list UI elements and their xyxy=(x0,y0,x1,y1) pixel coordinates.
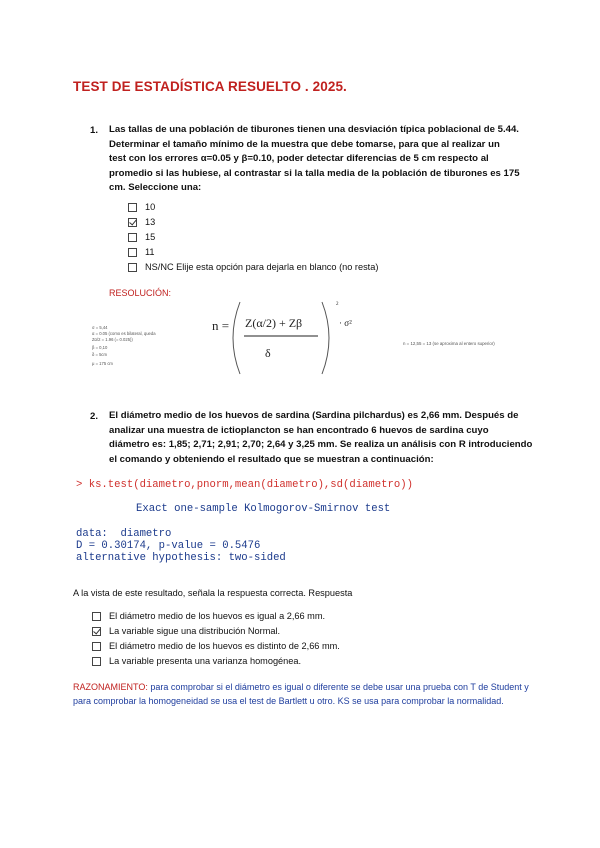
question-1-line: promedio si las hubiese, al contrastar si la talla media de la población de tiburones es 175 xyxy=(109,167,520,179)
q2-option-mean-different[interactable] xyxy=(92,641,340,651)
q1-option-label: 10 xyxy=(145,202,156,212)
q1-option-15-checkbox[interactable] xyxy=(128,233,137,242)
given-value: Zα/2 = 1.96 (= 0.025)) xyxy=(92,337,133,342)
given-value: δ = 5cm xyxy=(92,352,108,357)
question-1-line: Determinar el tamaño mínimo de la muestra que debe tomarse, para que al realizar un xyxy=(109,138,500,150)
formula-exponent: 2 xyxy=(336,302,339,307)
formula-sigma-squared: · σ² xyxy=(339,318,352,328)
given-value: σ = 5,44 xyxy=(92,325,108,330)
question-2-text xyxy=(109,409,532,467)
q1-option-nsnc-checkbox[interactable] xyxy=(128,263,137,272)
question-2-line: diámetro es: 1,85; 2,71; 2,91; 2,70; 2,64 y 3,25 mm. Se realiza un análisis con R introduciendo xyxy=(109,439,533,451)
r-alternative-line: alternative hypothesis: two-sided xyxy=(76,552,286,564)
r-data-line: data: diametro xyxy=(76,528,172,540)
r-test-heading: Exact one-sample Kolmogorov-Smirnov test xyxy=(136,503,391,515)
q2-option-homogeneous-variance[interactable] xyxy=(92,656,301,666)
result-note: n = 12,55 = 13 (se aproxima al entero superior) xyxy=(403,341,495,346)
q2-option-normal[interactable] xyxy=(92,626,280,636)
reasoning-label: RAZONAMIENTO: xyxy=(73,682,148,692)
q1-option-10-checkbox[interactable] xyxy=(128,203,137,212)
q2-option-label: El diámetro medio de los huevos es igual a 2,66 mm. xyxy=(109,611,326,621)
question-2-line: El diámetro medio de los huevos de sardina (Sardina pilchardus) es 2,66 mm. Después de xyxy=(109,410,519,421)
q1-option-13-checkbox[interactable] xyxy=(128,218,137,227)
question-2-line: el comando y obteniendo el resultado que se muestran a continuación: xyxy=(109,453,434,465)
q1-option-11-checkbox[interactable] xyxy=(128,248,137,257)
question-1-number: 1. xyxy=(90,125,99,136)
q2-option-label: El diámetro medio de los huevos es distinto de 2,66 mm. xyxy=(109,641,340,651)
q1-option-nsnc[interactable] xyxy=(128,262,378,272)
q2-option-label: La variable presenta una varianza homogénea. xyxy=(109,656,302,666)
question-2-line: analizar una muestra de ictioplancton se han encontrado 6 huevos de sardina cuyo xyxy=(109,424,489,436)
r-command: > ks.test(diametro,pnorm,mean(diametro),sd(diametro)) xyxy=(76,479,413,491)
formula-numerator: Z(α/2) + Zβ xyxy=(245,316,303,330)
formula-denominator: δ xyxy=(265,346,271,360)
formula-n-equals: n = xyxy=(212,318,230,333)
question-1-line: test con los errores α=0.05 y β=0.10, poder detectar diferencias de 5 cm respecto al xyxy=(109,153,489,165)
given-value: μ = 175 cm xyxy=(92,361,113,366)
q2-option-mean-equal-checkbox[interactable] xyxy=(92,612,101,621)
q1-option-10[interactable] xyxy=(128,202,155,212)
q1-option-label: 15 xyxy=(145,232,156,242)
given-value: β = 0,10 xyxy=(92,345,108,350)
q1-option-15[interactable] xyxy=(128,232,155,242)
r-statistic-line: D = 0.30174, p-value = 0.5476 xyxy=(76,540,261,552)
question-1-line: Las tallas de una población de tiburones tienen una desviación típica poblacional de 5.44. xyxy=(109,124,519,135)
q1-option-label: NS/NC Elije esta opción para dejarla en blanco (no resta) xyxy=(145,262,379,272)
question-2-number: 2. xyxy=(90,411,99,422)
formula-parentheses xyxy=(228,298,348,378)
question-1-text xyxy=(109,123,520,196)
question-2-prompt: A la vista de este resultado, señala la respuesta correcta. Respuesta xyxy=(73,588,353,598)
q2-option-mean-different-checkbox[interactable] xyxy=(92,642,101,651)
q1-option-label: 13 xyxy=(145,217,156,227)
given-value: α = 0.05 (como es bilateral, queda xyxy=(92,331,156,336)
q2-option-mean-equal[interactable] xyxy=(92,611,325,621)
q2-option-homogeneous-variance-checkbox[interactable] xyxy=(92,657,101,666)
document-title: TEST DE ESTADÍSTICA RESUELTO . 2025. xyxy=(73,79,347,94)
question-1-line: cm. Seleccione una: xyxy=(109,182,202,194)
q1-option-11[interactable] xyxy=(128,247,155,257)
reasoning-paragraph xyxy=(73,681,543,709)
reasoning-text: para comprobar si el diámetro es igual o diferente se debe usar una prueba con T de Student y para comprobar la homogeneidad se usa el test de Bartlett u otro. KS se usa para comprobar la normalidad. xyxy=(73,682,529,706)
q2-option-label: La variable sigue una distribución Normal. xyxy=(109,626,281,636)
q1-option-13[interactable] xyxy=(128,217,155,227)
q2-option-normal-checkbox[interactable] xyxy=(92,627,101,636)
resolution-label: RESOLUCIÓN: xyxy=(109,288,172,298)
q1-option-label: 11 xyxy=(145,247,155,257)
